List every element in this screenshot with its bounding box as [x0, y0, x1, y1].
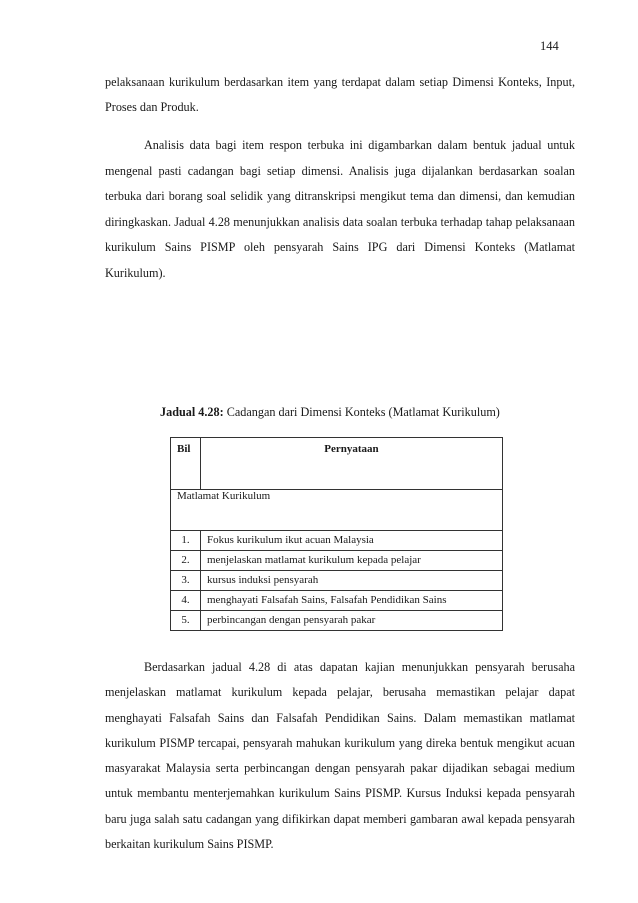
table-row: [171, 571, 503, 591]
row-text: kursus induksi pensyarah: [201, 571, 503, 591]
header-statement: Pernyataan: [201, 438, 503, 490]
table-row: [171, 531, 503, 551]
row-text: menjelaskan matlamat kurikulum kepada pelajar: [201, 551, 503, 571]
row-number: 1.: [171, 531, 201, 551]
row-number: 2.: [171, 551, 201, 571]
paragraph-analysis: Analisis data bagi item respon terbuka ini digambarkan dalam bentuk jadual untuk mengenal pasti cadangan bagi setiap dimensi. Analisis juga dijalankan berdasarkan soalan terbuka dari borang soal selidik yang ditranskripsi mengikut tema dan dimensi, dan kemudian diringkaskan. Jadual 4.28 menunjukkan analisis data soalan terbuka terhadap tahap pelaksanaan kurikulum Sains PISMP oleh pensyarah Sains IPG dari Dimensi Konteks (Matlamat Kurikulum).: [105, 138, 575, 280]
table-row: [171, 611, 503, 631]
paragraph-intro: pelaksanaan kurikulum berdasarkan item yang terdapat dalam setiap Dimensi Konteks, Input, Proses dan Produk.: [105, 75, 575, 114]
table-caption: [160, 405, 500, 420]
row-number: 3.: [171, 571, 201, 591]
table-section-row: [171, 490, 503, 531]
row-text: Fokus kurikulum ikut acuan Malaysia: [201, 531, 503, 551]
row-number: 4.: [171, 591, 201, 611]
table-row: [171, 551, 503, 571]
page-number: 144: [540, 39, 559, 53]
paragraph-findings: Berdasarkan jadual 4.28 di atas dapatan kajian menunjukkan pensyarah berusaha menjelaskan matlamat kurikulum kepada pelajar, berusaha memastikan pelajar dapat menghayati Falsafah Sains dan Falsafah Pendidikan Sains. Dalam memastikan matlamat kurikulum PISMP tercapai, pensyarah mahukan kurikulum yang direka bentuk mengikut acuan masyarakat Malaysia serta perbincangan dengan pensyarah pakar dijadikan sebagai medium untuk membantu menterjemahkan kurikulum Sains PISMP. Kursus Induksi kepada pensyarah baru juga salah satu cadangan yang difikirkan dapat memberi gambaran awal kepada pensyarah berkaitan kurikulum Sains PISMP.: [105, 660, 575, 852]
suggestions-table: [170, 437, 503, 631]
row-text: menghayati Falsafah Sains, Falsafah Pendidikan Sains: [201, 591, 503, 611]
row-text: perbincangan dengan pensyarah pakar: [201, 611, 503, 631]
table-row: [171, 591, 503, 611]
section-label: Matlamat Kurikulum: [171, 490, 503, 531]
row-number: 5.: [171, 611, 201, 631]
table-caption-label: Jadual 4.28:: [160, 405, 224, 419]
header-bil: Bil: [171, 438, 201, 490]
table-header-row: [171, 438, 503, 490]
table-caption-text: Cadangan dari Dimensi Konteks (Matlamat Kurikulum): [226, 405, 500, 419]
